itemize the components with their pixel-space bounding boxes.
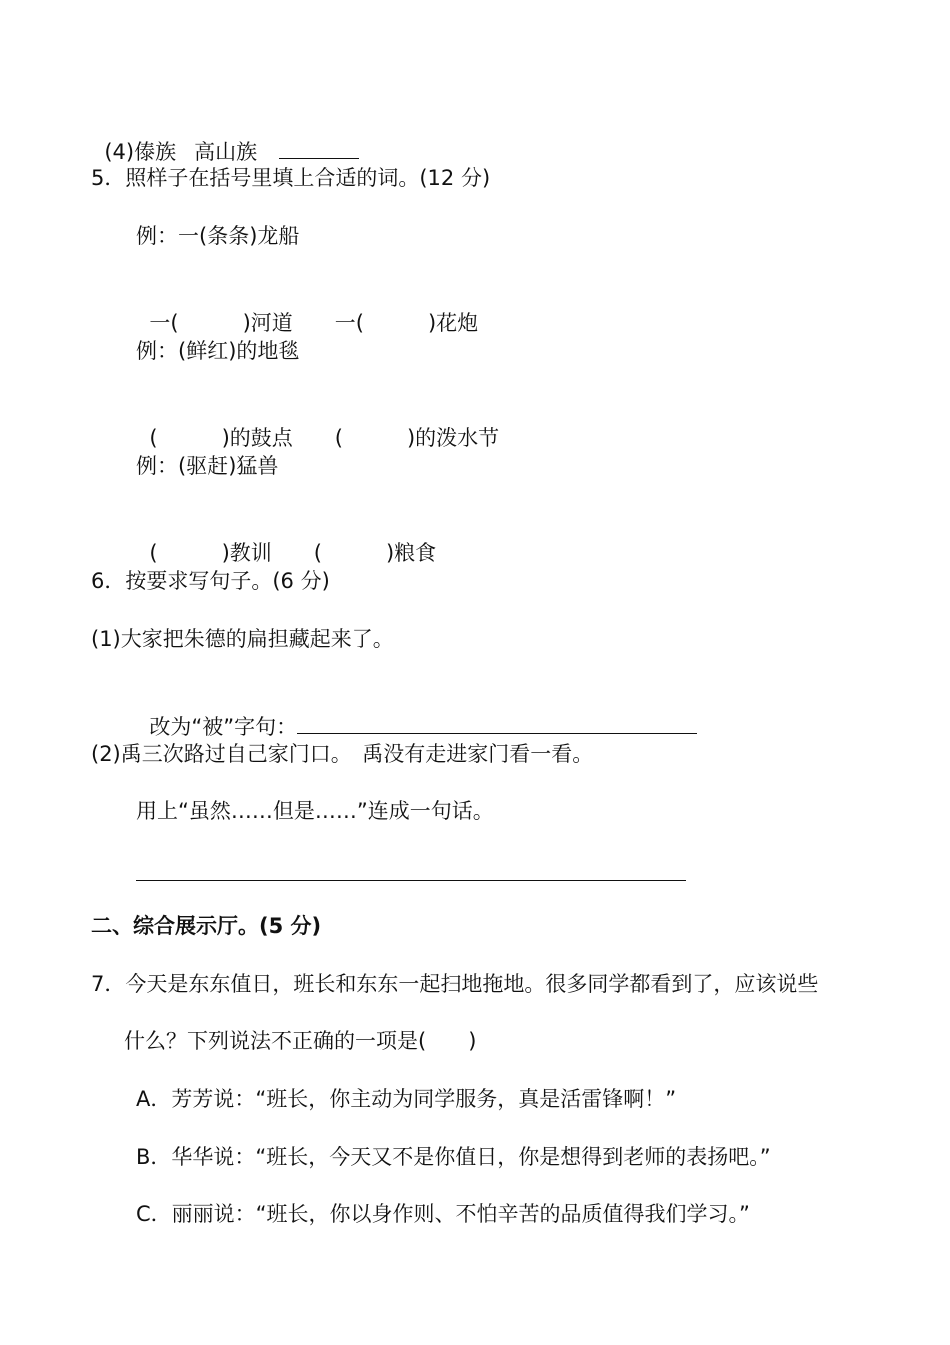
q5-row1-open2: 一( bbox=[334, 311, 364, 335]
q6-title: 6．按要求写句子。(6 分) bbox=[91, 569, 330, 593]
q5-row2-close2: )的泼水节 bbox=[406, 426, 500, 450]
q6-answer-2-line[interactable] bbox=[136, 880, 686, 881]
q5-row2-close1: )的鼓点 bbox=[221, 426, 293, 450]
q6-answer-1-blank[interactable] bbox=[297, 711, 697, 734]
q5-title: 5．照样子在括号里填上合适的词。(12 分) bbox=[91, 166, 491, 190]
q5-example-2: 例：(鲜红)的地毯 bbox=[136, 339, 300, 363]
q6-sentence-2: (2)禹三次路过自己家门口。 禹没有走进家门看一看。 bbox=[91, 742, 594, 766]
q5-row3-close2: )粮食 bbox=[385, 541, 437, 565]
q7-option-b[interactable]: B．华华说：“班长，今天又不是你值日，你是想得到老师的表扬吧。” bbox=[136, 1145, 771, 1169]
q5-row1-close1: )河道 bbox=[242, 311, 293, 335]
q7-option-a[interactable]: A．芳芳说：“班长，你主动为同学服务，真是活雷锋啊！” bbox=[136, 1087, 677, 1111]
q5-row3-open2: ( bbox=[313, 541, 322, 565]
q5-row3-close1: )教训 bbox=[221, 541, 272, 565]
q5-example-1: 例：一(条条)龙船 bbox=[136, 224, 300, 248]
q4-answer-blank[interactable] bbox=[279, 136, 359, 159]
q6-prompt-1 bbox=[136, 681, 697, 742]
q5-row2-open1: ( bbox=[149, 426, 158, 450]
q5-example-3: 例：(驱赶)猛兽 bbox=[136, 454, 279, 478]
q5-row1-close2: )花炮 bbox=[427, 311, 479, 335]
q7-line-1: 7．今天是东东值日，班长和东东一起扫地拖地。很多同学都看到了，应该说些 bbox=[91, 972, 819, 996]
q5-row-3 bbox=[136, 508, 436, 568]
q4-item-4-label: (4)傣族 bbox=[104, 140, 177, 164]
q5-row-2 bbox=[136, 393, 499, 453]
q5-row-1 bbox=[136, 278, 478, 338]
q4-item-4 bbox=[91, 106, 359, 167]
q5-row3-open1: ( bbox=[149, 541, 158, 565]
q6-prompt-2: 用上“虽然……但是……”连成一句话。 bbox=[136, 799, 494, 823]
q4-item-4-word: 高山族 bbox=[194, 140, 258, 164]
q7-option-c[interactable]: C．丽丽说：“班长，你以身作则、不怕辛苦的品质值得我们学习。” bbox=[136, 1202, 750, 1226]
section-2-heading: 二、综合展示厅。(5 分) bbox=[91, 914, 322, 938]
q5-row2-open2: ( bbox=[334, 426, 343, 450]
q6-prompt-1-text: 改为“被”字句： bbox=[149, 715, 298, 739]
q7-line-2: 什么？下列说法不正确的一项是( ) bbox=[124, 1029, 477, 1053]
q6-sentence-1: (1)大家把朱德的扁担藏起来了。 bbox=[91, 627, 394, 651]
q5-row1-open1: 一( bbox=[149, 311, 179, 335]
